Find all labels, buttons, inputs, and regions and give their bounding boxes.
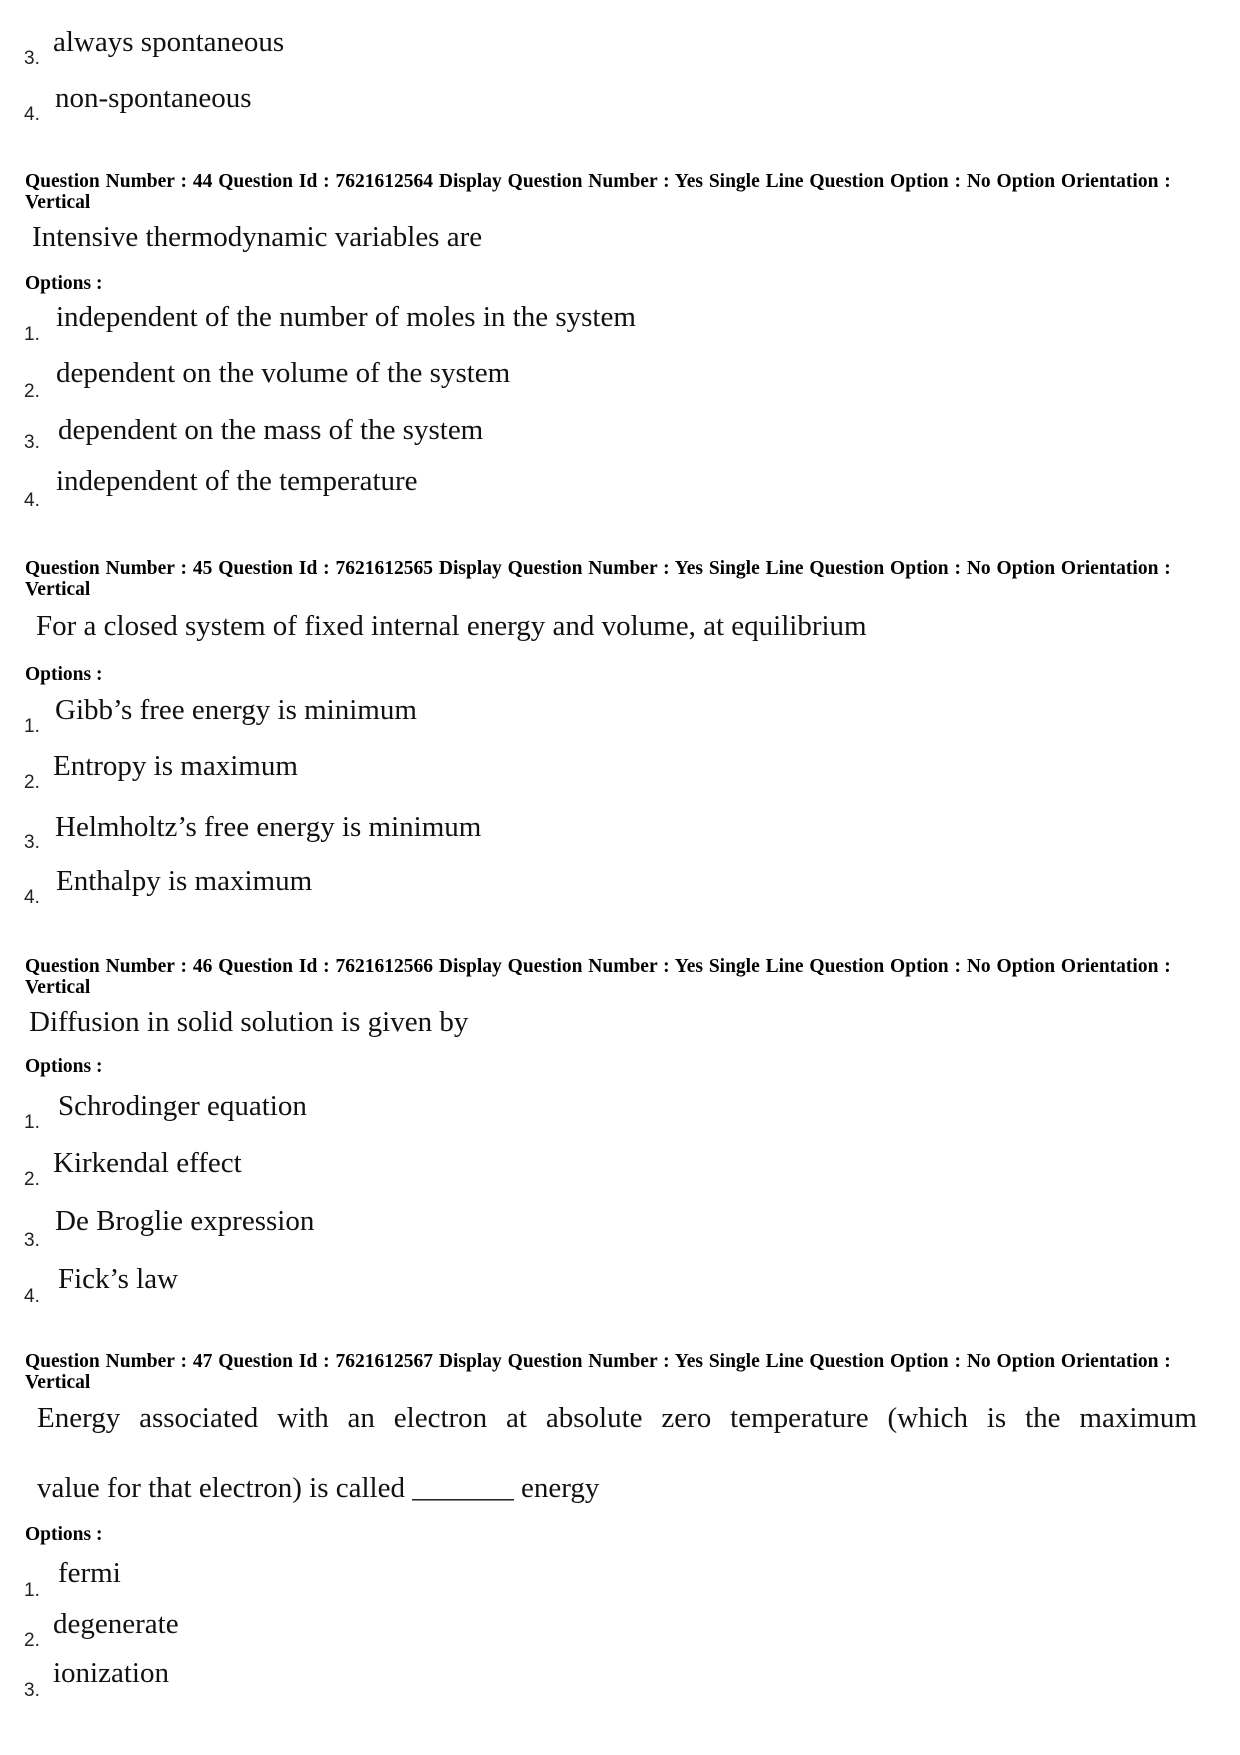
option-number: 3. bbox=[24, 432, 40, 453]
option-text: Schrodinger equation bbox=[58, 1090, 307, 1122]
question-text-line: Energy associated with an electron at absolute zero temperature (which is the maximum bbox=[37, 1402, 1197, 1434]
option-text: fermi bbox=[58, 1557, 121, 1589]
option-number: 4. bbox=[24, 490, 40, 511]
question-header: Question Number : 45 Question Id : 7621612565 Display Question Number : Yes Single Line Question Option : No Option Orientation : Vertical bbox=[25, 558, 1171, 600]
option-number: 4. bbox=[24, 104, 40, 125]
option-text: Enthalpy is maximum bbox=[56, 865, 313, 897]
option-number: 1. bbox=[24, 716, 40, 737]
option-number: 2. bbox=[24, 1169, 40, 1190]
option-text: Fick’s law bbox=[58, 1263, 179, 1295]
option-number: 2. bbox=[24, 772, 40, 793]
option-number: 3. bbox=[24, 1230, 40, 1251]
option-text: Entropy is maximum bbox=[53, 750, 298, 782]
option-text: non-spontaneous bbox=[55, 82, 252, 114]
option-number: 2. bbox=[24, 1630, 40, 1651]
question-text: Diffusion in solid solution is given by bbox=[29, 1006, 469, 1038]
option-text: Gibb’s free energy is minimum bbox=[55, 694, 417, 726]
option-text: dependent on the mass of the system bbox=[58, 414, 484, 446]
option-number: 3. bbox=[24, 1680, 40, 1701]
question-header: Question Number : 44 Question Id : 7621612564 Display Question Number : Yes Single Line Question Option : No Option Orientation : Vertical bbox=[25, 171, 1171, 213]
option-number: 4. bbox=[24, 1286, 40, 1307]
question-header: Question Number : 47 Question Id : 7621612567 Display Question Number : Yes Single Line Question Option : No Option Orientation : Vertical bbox=[25, 1351, 1171, 1393]
option-text: Kirkendal effect bbox=[53, 1147, 242, 1179]
options-label: Options : bbox=[25, 1056, 103, 1077]
options-label: Options : bbox=[25, 664, 103, 685]
question-text-line: value for that electron) is called _______ energy bbox=[37, 1472, 600, 1504]
question-text: For a closed system of fixed internal energy and volume, at equilibrium bbox=[36, 610, 867, 642]
option-text: degenerate bbox=[53, 1608, 179, 1640]
option-text: independent of the number of moles in the system bbox=[56, 301, 636, 333]
option-text: ionization bbox=[53, 1657, 169, 1689]
option-number: 3. bbox=[24, 832, 40, 853]
option-number: 1. bbox=[24, 324, 40, 345]
option-text: Helmholtz’s free energy is minimum bbox=[55, 811, 482, 843]
options-label: Options : bbox=[25, 1524, 103, 1545]
option-text: independent of the temperature bbox=[56, 465, 418, 497]
option-number: 1. bbox=[24, 1580, 40, 1601]
option-number: 3. bbox=[24, 48, 40, 69]
options-label: Options : bbox=[25, 273, 103, 294]
option-number: 4. bbox=[24, 887, 40, 908]
option-number: 1. bbox=[24, 1112, 40, 1133]
question-header: Question Number : 46 Question Id : 7621612566 Display Question Number : Yes Single Line Question Option : No Option Orientation : Vertical bbox=[25, 956, 1171, 998]
option-text: always spontaneous bbox=[53, 26, 285, 58]
option-text: dependent on the volume of the system bbox=[56, 357, 511, 389]
option-text: De Broglie expression bbox=[55, 1205, 315, 1237]
question-text: Intensive thermodynamic variables are bbox=[32, 221, 483, 253]
option-number: 2. bbox=[24, 381, 40, 402]
